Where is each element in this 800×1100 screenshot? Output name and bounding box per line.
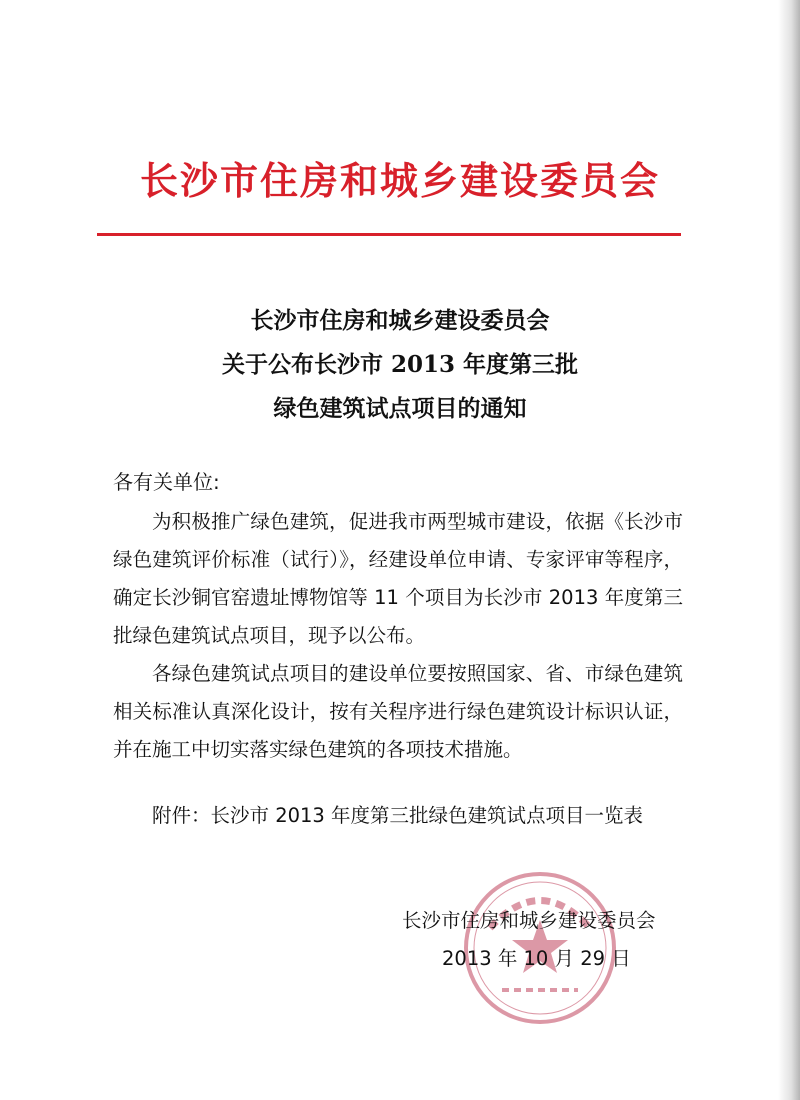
letterhead-red-rule xyxy=(97,233,681,236)
notice-title-line-3: 绿色建筑试点项目的通知 xyxy=(273,395,527,422)
body-paragraph-1: 为积极推广绿色建筑，促进我市两型城市建设，依据《长沙市绿色建筑评价标准（试行）》，经建设单位申请、专家评审等程序，确定长沙铜官窑遗址博物馆等 11 个项目为长沙市 2013 年度第三批绿色建筑试点项目，现予以公布。 xyxy=(113,510,683,647)
notice-title-line-1: 长沙市住房和城乡建设委员会 xyxy=(250,307,550,334)
salutation: 各有关单位: xyxy=(113,470,220,494)
letterhead-org-name: 长沙市住房和城乡建设委员会 xyxy=(139,158,660,203)
signature-org: 长沙市住房和城乡建设委员会 xyxy=(402,909,656,932)
signature-date: 2013 年 10 月 29 日 xyxy=(442,947,631,970)
attachment-line: 附件：长沙市 2013 年度第三批绿色建筑试点项目一览表 xyxy=(152,804,644,827)
notice-title-line-2: 关于公布长沙市 2013 年度第三批 xyxy=(221,351,579,378)
body-paragraph-2: 各绿色建筑试点项目的建设单位要按照国家、省、市绿色建筑相关标准认真深化设计，按有关程序进行绿色建筑设计标识认证，并在施工中切实落实绿色建筑的各项技术措施。 xyxy=(113,662,683,761)
